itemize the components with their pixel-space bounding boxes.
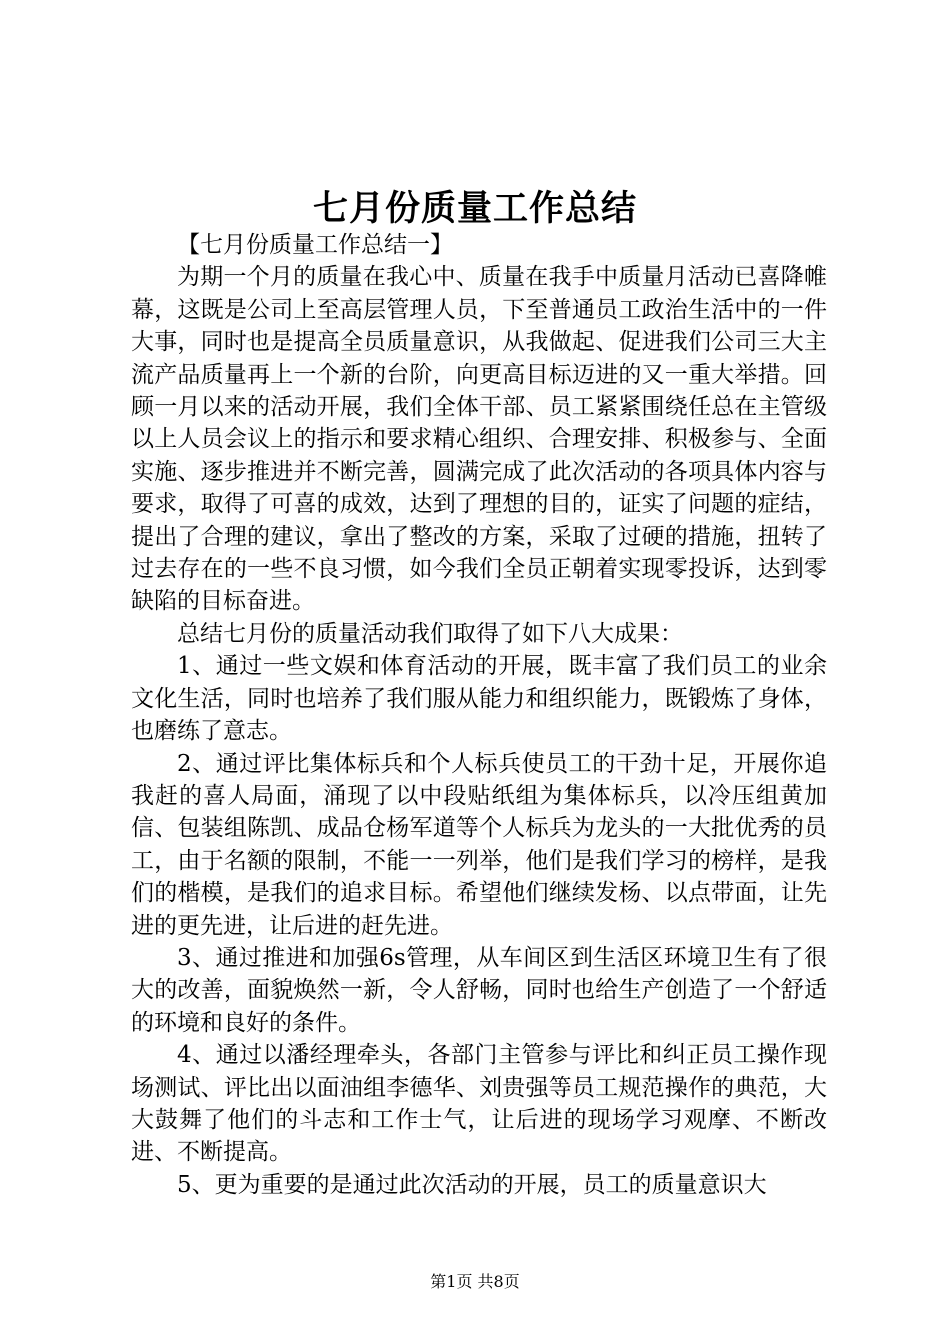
document-title: 七月份质量工作总结 — [312, 188, 637, 229]
document-body — [131, 229, 827, 1201]
paragraph-intro: 为期一个月的质量在我心中、质量在我手中质量月活动已喜降帷幕，这既是公司上至高层管理人员，下至普通员工政治生活中的一件大事，同时也是提高全员质量意识，从我做起、促进我们公司三大主流产品质量再上一个新的台阶，向更高目标迈进的又一重大举措。回顾一月以来的活动开展，我们全体干部、员工紧紧围绕任总在主管级以上人员会议上的指示和要求精心组织、合理安排、积极参与、全面实施、逐步推进并不断完善，圆满完成了此次活动的各项具体内容与要求，取得了可喜的成效，达到了理想的目的，证实了问题的症结，提出了合理的建议，拿出了整改的方案，采取了过硬的措施，扭转了过去存在的一些不良习惯，如今我们全员正朝着实现零投诉，达到零缺陷的目标奋进。 — [131, 264, 827, 615]
paragraph-item-1: 1、通过一些文娱和体育活动的开展，既丰富了我们员工的业余文化生活，同时也培养了我们服从能力和组织能力，既锻炼了身体，也磨练了意志。 — [131, 653, 827, 745]
paragraph-item-2: 2、通过评比集体标兵和个人标兵使员工的干劲十足，开展你追我赶的喜人局面，涌现了以中段贴纸组为集体标兵，以冷压组黄加信、包装组陈凯、成品仓杨军道等个人标兵为龙头的一大批优秀的员工，由于名额的限制，不能一一列举，他们是我们学习的榜样，是我们的楷模，是我们的追求目标。希望他们继续发杨、以点带面，让先进的更先进，让后进的赶先进。 — [131, 750, 827, 939]
paragraph-item-5: 5、更为重要的是通过此次活动的开展，员工的质量意识大 — [177, 1171, 767, 1198]
paragraph-item-4: 4、通过以潘经理牵头，各部门主管参与评比和纠正员工操作现场测试、评比出以面油组李德华、刘贵强等员工规范操作的典范，大大鼓舞了他们的斗志和工作士气，让后进的现场学习观摩、不断改进、不断提高。 — [131, 1042, 827, 1166]
paragraph-summary: 总结七月份的质量活动我们取得了如下八大成果： — [177, 620, 683, 647]
page-number-footer: 第1页 共8页 — [430, 1272, 520, 1291]
paragraph-item-3: 3、通过推进和加强6s管理，从车间区到生活区环境卫生有了很大的改善，面貌焕然一新，令人舒畅，同时也给生产创造了一个舒适的环境和良好的条件。 — [131, 944, 827, 1036]
section-heading: 【七月份质量工作总结一】 — [177, 232, 453, 258]
